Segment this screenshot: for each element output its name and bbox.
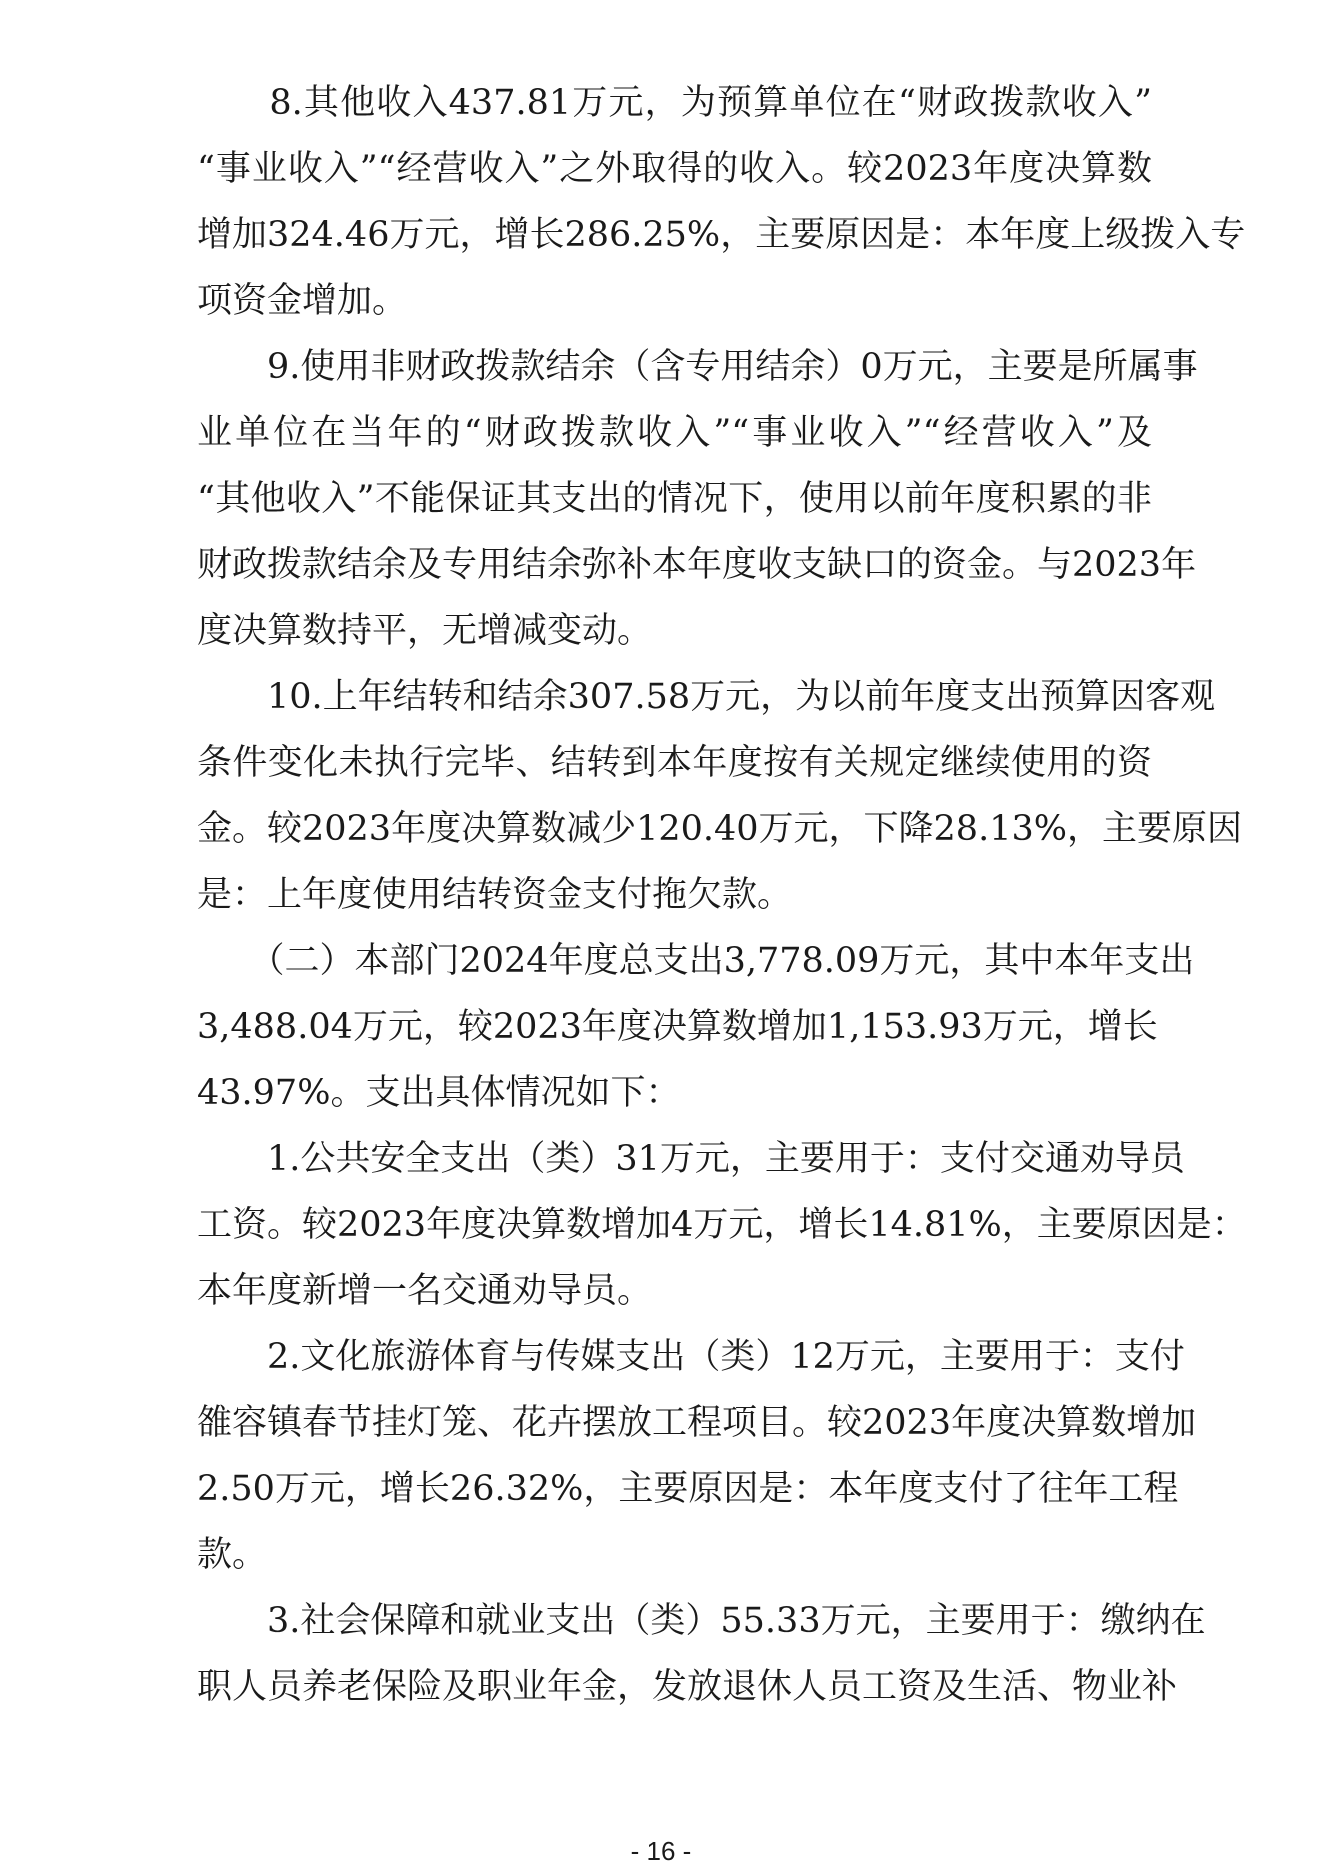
text-line: 项资金增加。 (197, 281, 408, 321)
text-line: 职人员养老保险及职业年金，发放退休人员工资及生活、物业补 (197, 1667, 1178, 1707)
text-line: 3,488.04万元，较2023年度决算数增加1,153.93万元，增长 (197, 1007, 1158, 1047)
paragraph-non-fiscal-surplus (197, 334, 1198, 664)
text-line: 2.文化旅游体育与传媒支出（类）12万元，主要用于：支付 (197, 1337, 1185, 1377)
paragraph-public-safety (197, 1126, 1247, 1324)
text-line: 款。 (197, 1535, 268, 1575)
text-line: 财政拨款结余及专用结余弥补本年度收支缺口的资金。与2023年 (197, 545, 1197, 585)
text-line: 条件变化未执行完毕、结转到本年度按有关规定继续使用的资 (197, 743, 1152, 783)
text-line: 本年度新增一名交通劝导员。 (197, 1271, 653, 1311)
paragraph-other-income (197, 70, 1246, 334)
text-line: 金。较2023年度决算数减少120.40万元，下降28.13%，主要原因 (197, 809, 1242, 849)
text-line: 2.50万元，增长26.32%，主要原因是：本年度支付了往年工程 (197, 1469, 1179, 1509)
paragraph-social-security (197, 1588, 1206, 1720)
document-body (197, 70, 1247, 1720)
text-line: 是：上年度使用结转资金支付拖欠款。 (197, 875, 793, 915)
text-line: 度决算数持平，无增减变动。 (197, 611, 653, 651)
text-line: 雒容镇春节挂灯笼、花卉摆放工程项目。较2023年度决算数增加 (197, 1403, 1197, 1443)
text-line: 8.其他收入437.81万元，为预算单位在“财政拨款收入” (197, 83, 1152, 123)
text-line: “事业收入”“经营收入”之外取得的收入。较2023年度决算数 (197, 149, 1152, 189)
page-number: - 16 - (630, 1836, 692, 1866)
text-line: 1.公共安全支出（类）31万元，主要用于：支付交通劝导员 (197, 1139, 1185, 1179)
paragraph-carryover (197, 664, 1242, 928)
text-line: （二）本部门2024年度总支出3,778.09万元，其中本年支出 (197, 941, 1195, 981)
text-line: 业单位在当年的“财政拨款收入”“事业收入”“经营收入”及 (197, 413, 1152, 453)
paragraph-total-expenditure (197, 928, 1195, 1126)
text-line: 43.97%。支出具体情况如下： (197, 1073, 681, 1113)
text-line: 增加324.46万元，增长286.25%，主要原因是：本年度上级拨入专 (197, 215, 1246, 255)
text-line: 10.上年结转和结余307.58万元，为以前年度支出预算因客观 (197, 677, 1216, 717)
paragraph-culture-tourism (197, 1324, 1197, 1588)
text-line: “其他收入”不能保证其支出的情况下，使用以前年度积累的非 (197, 479, 1152, 519)
text-line: 3.社会保障和就业支出（类）55.33万元，主要用于：缴纳在 (197, 1601, 1206, 1641)
text-line: 工资。较2023年度决算数增加4万元，增长14.81%，主要原因是： (197, 1205, 1247, 1245)
text-line: 9.使用非财政拨款结余（含专用结余）0万元，主要是所属事 (197, 347, 1198, 387)
